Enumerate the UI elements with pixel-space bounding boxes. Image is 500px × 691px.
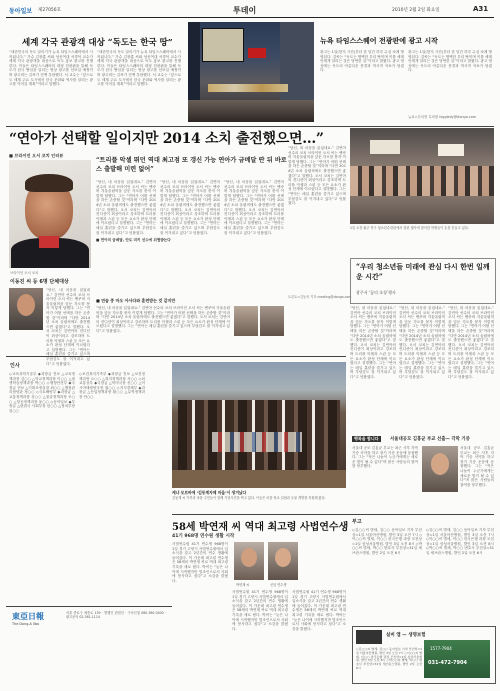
coach-hair xyxy=(25,174,73,192)
coach-collar xyxy=(39,236,59,248)
judge-photo-2 xyxy=(268,542,298,580)
top-left-body-col2: “대한민국의 독도 알리기가 뉴욕 타임스스퀘어에서 시작됩니다.” 가수 김장훈 씨와 성신여대 서경덕 교수가 세계 각국 관광객을 대상으로 독도 홍보 광고를 진행한다. 이들은 타임스스퀘어의 대형 전광판을 통해 독도가 한국 땅임을 알리는 영상 광고를 선보일 예정이며 광고비는 김씨가 전액 부담했다. 서 교수는 “앞으로도 세계 주요 도시에서 한국 문화와 역사를 알리는 광고를 이어갈 계획”이라고 말했다. xyxy=(97,50,181,87)
masthead-rule xyxy=(6,17,494,18)
people-photo-1 xyxy=(234,306,258,336)
top-left-body-col1: “대한민국의 독도 알리기가 뉴욕 타임스스퀘어에서 시작됩니다.” 가수 김장훈 씨와 성신여대 서경덕 교수가 세계 각국 관광객을 대상으로 독도 홍보 광고를 진행한다. 이들은 타임스스퀘어의 대형 전광판을 통해 독도가 한국 땅임을 알리는 영상 광고를 선보일 예정이며 광고비는 김씨가 전액 부담했다. 서 교수는 “앞으로도 세계 주요 도시에서 한국 문화와 역사를 알리는 광고를 이어갈 계획”이라고 말했다. xyxy=(9,50,93,87)
ad-phone-main: 1577-7904 xyxy=(430,646,452,651)
crowd-caption: 1일 오전 광주 북구 청소년수련관에서 열린 행사에 참석한 학생들이 손을 흔들고 있다. xyxy=(350,226,469,230)
people-col-1: ◇교육과학기술부 ◆과장급 전보 △교육정책과장 김○○ △학교정책과장 이○○ △평생학습정책과장 박○○ ◇행정안전부 ◆국장급 전보 △기획조정실장 최○○ △행정관리담당관 정○○ ◇국토해양부 ◆과장급 △교통정책과장 강○○ △물류정책과장 조○○ △항공정책과장 윤○○ ◇동아일보 ◆부장급 △편집국 사회부장 한○○ △정치부장 임○○ xyxy=(9,372,75,413)
judge-sub: 41기 968명 연수원 생활 시작 xyxy=(172,534,235,539)
feature-body-col1: “당신, 내 마음을 읽었네요.” 김연아 선수의 코치 브라이언 오서 씨는 밴쿠버 겨울올림픽을 앞둔 각오를 묻자 이렇게 답했다. 그는 “연아가 어떤 선택을 하든 존중할 것”이라며 “다만 2014년 소치 올림픽에도 출전했으면 좋겠다”고 말했다. 오서 코치는 김연아의 컨디션이 최상이라고 강조하며 트리플 악셀과 스핀 등 모든 요소가 완성 단계에 이르렀다고 설명했다. 그는 “연아는 매일 훈련을 즐기고 있으며 부담감도 잘 이겨내고 있다”고 덧붙였다. xyxy=(96,180,156,235)
page-number: A31 xyxy=(473,5,489,13)
footer-logo-en: The Dong-A Ilbo xyxy=(12,622,40,626)
feature-quote: “트리플 악셀 뛰던 역대 최고점 또 갱신 가능 연아가 금메달 딴 뒤 바로스 출발해 미련 없어” xyxy=(96,157,287,173)
profile-photo xyxy=(9,288,43,330)
crowd-photo xyxy=(350,128,494,224)
ad-badge xyxy=(356,630,382,644)
crowd-signs xyxy=(370,140,400,154)
lower-rule xyxy=(172,514,494,515)
judge-photo-caption-1: 박연재 씨 xyxy=(236,583,250,587)
profile-face xyxy=(17,294,35,316)
top-right-headline: 뉴욕 타임스스퀘어 전광판에 광고 시작 xyxy=(320,36,438,45)
profile-name-line: 이동진 씨 등 6명 단체대상 xyxy=(10,279,69,285)
issue-date: 2010년 2월 2일 화요일 xyxy=(392,8,440,13)
judge-face-2 xyxy=(275,548,291,567)
middle-rule xyxy=(6,356,346,357)
judge-photo-caption-2: 신임 연수생 xyxy=(270,583,287,587)
judge-headline: 58세 박연재 씨 역대 최고령 사법연수생 xyxy=(172,522,349,533)
feature-body-col4: “당신, 내 마음을 읽었네요.” 김연아 선수의 코치 브라이언 오서 씨는 밴쿠버 겨울올림픽을 앞둔 각오를 묻자 이렇게 답했다. 그는 “연아가 어떤 선택을 하든 존중할 것”이라며 “다만 2014년 소치 올림픽에도 출전했으면 좋겠다”고 말했다. 오서 코치는 김연아의 컨디션이 최상이라고 강조하며 트리플 악셀과 스핀 등 모든 요소가 완성 단계에 이르렀다고 설명했다. 그는 “연아는 매일 훈련을 즐기고 있으며 부담감도 잘 이겨내고 있다”고 덧붙였다. xyxy=(288,146,346,206)
feature-kicker: ■ 브라이언 오서 코치 인터뷰 xyxy=(9,153,64,158)
masthead xyxy=(0,0,500,22)
billboard-cnn xyxy=(248,48,266,58)
interview-kicker: 행복을 합니다 xyxy=(354,436,379,441)
billboard-screen xyxy=(202,28,244,62)
quote-col-2: “당신, 내 마음을 읽었네요.” 김연아 선수의 코치 브라이언 오서 씨는 밴쿠버 겨울올림픽을 앞둔 각오를 묻자 이렇게 답했다. 그는 “연아가 어떤 선택을 하든 존중할 것”이라며 “다만 2014년 소치 올림픽에도 출전했으면 좋겠다”고 말했다. 오서 코치는 김연아의 컨디션이 최상이라고 강조하며 트리플 악셀과 스핀 등 모든 요소가 완성 단계에 이르렀다고 설명했다. 그는 “연아는 매일 훈련을 즐기고 있으며 부담감도 잘 이겨내고 있다”고 덧붙였다. xyxy=(399,306,445,379)
africa-caption: 김동계 씨 가족과 마을 주민들이 함께 기념사진을 찍고 있다. 이들은 마을 학교 설립과 우물 개발을 지원해 왔다. xyxy=(172,496,326,500)
obit-col-2: ◇김○○씨 별세, 김○○ 동아일보 기자 부친상=1일 서울아산병원, 발인 3일 오전 7시 ◇이○○씨 별세, 이○○ 한국은행 과장 모친상=1일 삼성서울병원, 발인 3일 오전 8시 ◇박○○씨 별세, 박○○ 변호사 부친상=31일 세브란스병원, 발인 2일 오전 6시 xyxy=(426,528,494,555)
paper-name: 동아일보 xyxy=(9,8,33,15)
interview-photo xyxy=(422,446,458,492)
interview-body-2: 서울대 공모 김홍균 부교는 최근 사후 각막 기증 서약을 하고 장기 기증 운동에 동참했다. 그는 “작은 나눔이 누군가에게는 새로운 빛이 될 수 있다”며 많은 사람들의 참여를 당부했다. xyxy=(460,446,494,487)
top-right-body-col2: 광고는 1일(현지 시간)부터 한 달간 하루 수십 차례 방영된다. 김씨는 “독도는 명백한 우리 땅이며 이를 세계인에게 알리는 것은 당연한 일”이라고 밝혔다. 광고 영상에는 독도의 아름다운 풍경과 역사적 자료가 담겼다. xyxy=(408,50,492,73)
interview-headline: 서울대공모 김홍균 부교 선출— 각막 기증 xyxy=(390,437,470,442)
africa-shirts xyxy=(212,432,302,452)
judge-col-3: 사법연수원 41기 연수생 968명이 1일 경기 고양시 사법연수원에서 입소식을 갖고 2년간의 연수 생활에 들어갔다. 이 가운데 최고령 연수생은 58세의 박연재 씨로 역대 최고령 기록을 새로 썼다. 박씨는 “늦은 나이에 시작했지만 법조인으로서 사회에 봉사하고 싶다”고 소감을 밝혔다. xyxy=(292,590,346,631)
quote-box-sub: 광주서 ‘꿈의 초청’행사 xyxy=(356,290,396,295)
top-left-headline: 세계 각국 관광객 대상 “독도는 한국 땅” xyxy=(22,38,173,48)
quote-col-1: “당신, 내 마음을 읽었네요.” 김연아 선수의 코치 브라이언 오서 씨는 밴쿠버 겨울올림픽을 앞둔 각오를 묻자 이렇게 답했다. 그는 “연아가 어떤 선택을 하든 존중할 것”이라며 “다만 2014년 소치 올림픽에도 출전했으면 좋겠다”고 말했다. 오서 코치는 김연아의 컨디션이 최상이라고 강조하며 트리플 악셀과 스핀 등 모든 요소가 완성 단계에 이르렀다고 설명했다. 그는 “연아는 매일 훈련을 즐기고 있으며 부담감도 잘 이겨내고 있다”고 덧붙였다. xyxy=(350,306,396,379)
judge-col-2: 사법연수원 41기 연수생 968명이 1일 경기 고양시 사법연수원에서 입소식을 갖고 2년간의 연수 생활에 들어갔다. 이 가운데 최고령 연수생은 58세의 박연재 씨로 역대 최고령 기록을 새로 썼다. 박씨는 “늦은 나이에 시작했지만 법조인으로서 사회에 봉사하고 싶다”고 소감을 밝혔다. xyxy=(232,590,288,631)
ad-phone: 031-472-7904 xyxy=(428,660,467,666)
feature-body-col3: “당신, 내 마음을 읽었네요.” 김연아 선수의 코치 브라이언 오서 씨는 밴쿠버 겨울올림픽을 앞둔 각오를 묻자 이렇게 답했다. 그는 “연아가 어떤 선택을 하든 존중할 것”이라며 “다만 2014년 소치 올림픽에도 출전했으면 좋겠다”고 말했다. 오서 코치는 김연아의 컨디션이 최상이라고 강조하며 트리플 악셀과 스핀 등 모든 요소가 완성 단계에 이르렀다고 설명했다. 그는 “연아는 매일 훈련을 즐기고 있으며 부담감도 잘 이겨내고 있다”고 덧붙였다. xyxy=(224,180,284,235)
coach-caption: 브라이언 오서 코치 xyxy=(10,271,39,275)
section-title: 투데이 xyxy=(233,6,257,15)
interview-body-1: 서울대 공모 김홍균 부교는 최근 사후 각막 기증 서약을 하고 장기 기증 운동에 동참했다. 그는 “작은 나눔이 누군가에게는 새로운 빛이 될 수 있다”며 많은 사람들의 참여를 당부했다. xyxy=(352,446,418,469)
top-right-credit: 뉴욕=신치영 특파원 higgledy@donga.com xyxy=(408,115,477,119)
people-photo-2 xyxy=(260,306,284,336)
feature-headline: “연아가 선택할 일이지만 2014 소치 출전했으면…” xyxy=(9,131,324,147)
footer-info: 서울 종로구 세종로 139 · 발행인 편집인 · 구독신청 080-360-0400 · 광고문의 02-361-1114 xyxy=(66,611,166,620)
profile-text: “당신, 내 마음을 읽었네요.” 김연아 선수의 코치 브라이언 오서 씨는 밴쿠버 겨울올림픽을 앞둔 각오를 묻자 이렇게 답했다. 그는 “연아가 어떤 선택을 하든 존중할 것”이라며 “다만 2014년 소치 올림픽에도 출전했으면 좋겠다”고 말했다. 오서 코치는 김연아의 컨디션이 최상이라고 강조하며 트리플 악셀과 스핀 등 모든 요소가 완성 단계에 이르렀다고 설명했다. 그는 “연아는 매일 훈련을 즐기고 있으며 부담감도 잘 이겨내고 있다”고 덧붙였다. xyxy=(46,288,90,366)
africa-caption-title: 케냐 모르바에 ‘김동계자매 마을’이 생겨났다 xyxy=(172,490,247,495)
judge-col-1: 사법연수원 41기 연수생 968명이 1일 경기 고양시 사법연수원에서 입소식을 갖고 2년간의 연수 생활에 들어갔다. 이 가운데 최고령 연수생은 58세의 박연재 씨로 역대 최고령 기록을 새로 썼다. 박씨는 “늦은 나이에 시작했지만 법조인으로서 사회에 봉사하고 싶다”고 소감을 밝혔다. xyxy=(172,542,228,583)
interview-face xyxy=(431,453,449,475)
crowd-sign-2 xyxy=(438,144,464,156)
people-row-title: ■ 연습 중 마오 아사다와 훈련받는 것 같지만 xyxy=(96,298,176,303)
ad-text: ◇김○○씨 별세, 김○○ 동아일보 기자 부친상=1일 서울아산병원, 발인 3일 오전 7시 ◇이○○씨 별세, 이○○ 한국은행 과장 모친상=1일 삼성서울병원, 발인 3일 오전 8시 ◇박○○씨 별세, 박○○ 변호사 부친상=31일 세브란스병원, 발인 2일 오전 6시 xyxy=(356,647,422,670)
street-lights xyxy=(208,84,288,92)
footer-rule xyxy=(6,606,172,607)
obit-col-1: ◇김○○씨 별세, 김○○ 동아일보 기자 부친상=1일 서울아산병원, 발인 3일 오전 7시 ◇이○○씨 별세, 이○○ 한국은행 과장 모친상=1일 삼성서울병원, 발인 3일 오전 8시 ◇박○○씨 별세, 박○○ 변호사 부친상=31일 세브란스병원, 발인 2일 오전 6시 xyxy=(352,528,422,555)
people-section-title: 인사 xyxy=(10,363,20,369)
africa-ground xyxy=(172,470,346,488)
street-crowd xyxy=(188,100,314,122)
top-right-body-col1: 광고는 1일(현지 시간)부터 한 달간 하루 수십 차례 방영된다. 김씨는 “독도는 명백한 우리 땅이며 이를 세계인에게 알리는 것은 당연한 일”이라고 밝혔다. 광고 영상에는 독도의 아름다운 풍경과 역사적 자료가 담겼다. xyxy=(320,50,404,73)
judge-face-1 xyxy=(241,548,257,567)
quote-col-3: “당신, 내 마음을 읽었네요.” 김연아 선수의 코치 브라이언 오서 씨는 밴쿠버 겨울올림픽을 앞둔 각오를 묻자 이렇게 답했다. 그는 “연아가 어떤 선택을 하든 존중할 것”이라며 “다만 2014년 소치 올림픽에도 출전했으면 좋겠다”고 말했다. 오서 코치는 김연아의 컨디션이 최상이라고 강조하며 트리플 악셀과 스핀 등 모든 요소가 완성 단계에 이르렀다고 설명했다. 그는 “연아는 매일 훈련을 즐기고 있으며 부담감도 잘 이겨내고 있다”고 덧붙였다. xyxy=(448,306,494,379)
africa-village-photo xyxy=(172,362,346,488)
times-square-photo xyxy=(188,22,314,122)
coach-portrait xyxy=(9,160,91,268)
quote-box-headline: “우리 청소년들 미래에 관심 다시 한번 일깨운 시간” xyxy=(356,262,490,281)
judge-photo-1 xyxy=(234,542,264,580)
top-section-rule xyxy=(6,126,494,127)
feature-body-col2: “당신, 내 마음을 읽었네요.” 김연아 선수의 코치 브라이언 오서 씨는 밴쿠버 겨울올림픽을 앞둔 각오를 묻자 이렇게 답했다. 그는 “연아가 어떤 선택을 하든 존중할 것”이라며 “다만 2014년 소치 올림픽에도 출전했으면 좋겠다”고 말했다. 오서 코치는 김연아의 컨디션이 최상이라고 강조하며 트리플 악셀과 스핀 등 모든 요소가 완성 단계에 이르렀다고 설명했다. 그는 “연아는 매일 훈련을 즐기고 있으며 부담감도 잘 이겨내고 있다”고 덧붙였다. xyxy=(160,180,220,235)
feature-byline: 토론토=김동욱 기자 creating@donga.com xyxy=(288,295,352,299)
ad-title: 실버 앱 — 생명보험 xyxy=(386,633,426,638)
footer-logo: 東亞日報 xyxy=(12,611,44,621)
people-col-2: ◇보건복지가족부 ◆과장급 전보 △보건정책과장 오○○ △복지정책과장 서○○ ◇외교통상부 ◆국장급 △북미국장 신○○ △아시아태평양국장 권○○ ◇지식경제부 ◆과장급 △산업정책과장 황○○ △무역정책과장 안○○ xyxy=(79,372,145,399)
people-row-text: “당신, 내 마음을 읽었네요.” 김연아 선수의 코치 브라이언 오서 씨는 밴쿠버 겨울올림픽을 앞둔 각오를 묻자 이렇게 답했다. 그는 “연아가 어떤 선택을 하든 존중할 것”이라며 “다만 2014년 소치 올림픽에도 출전했으면 좋겠다”고 말했다. 오서 코치는 김연아의 컨디션이 최상이라고 강조하며 트리플 악셀과 스핀 등 모든 요소가 완성 단계에 이르렀다고 설명했다. 그는 “연아는 매일 훈련을 즐기고 있으며 부담감도 잘 이겨내고 있다”고 덧붙였다. xyxy=(96,306,230,333)
obit-title: 부고 xyxy=(352,519,362,525)
crowd-faces xyxy=(350,166,494,196)
feature-subhead-1: ■ 연아의 금메달, 안도 미키 선수에 위협받는다 xyxy=(96,238,171,242)
issue-number: 제27056호 xyxy=(38,8,62,13)
